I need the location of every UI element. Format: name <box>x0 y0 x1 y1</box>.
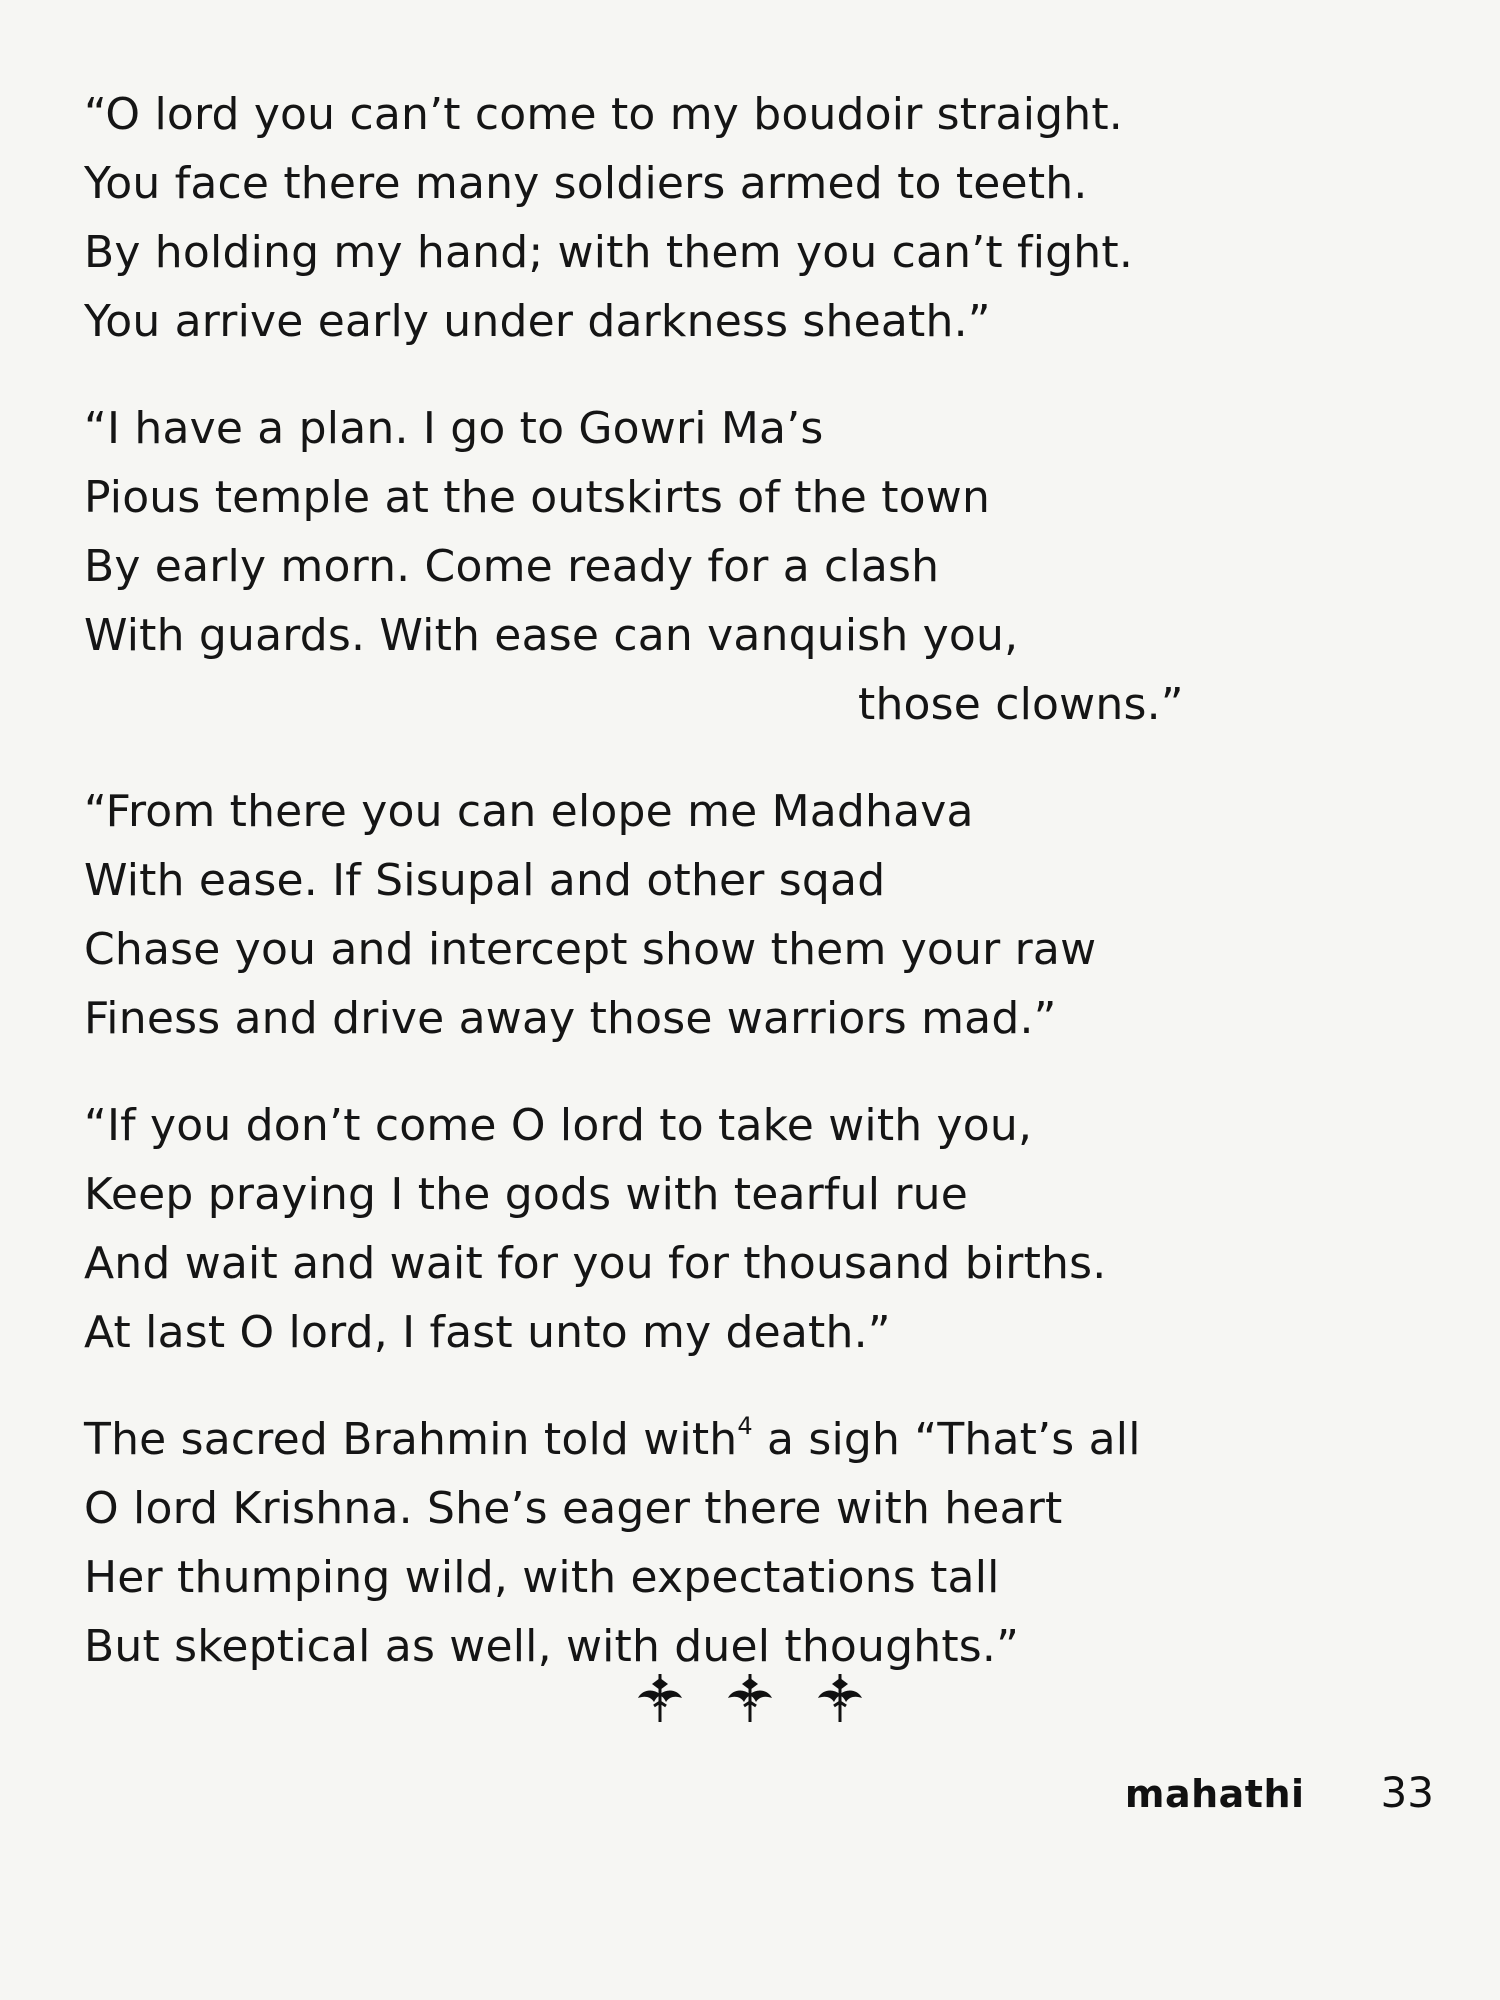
stanza-4 <box>84 1091 1424 1367</box>
fleuron-icon <box>810 1668 870 1728</box>
poem-line: Keep praying I the gods with tearful rue <box>84 1169 968 1220</box>
poem-line: Her thumping wild, with expectations tall <box>84 1552 1000 1603</box>
line-text: The sacred Brahmin told with <box>84 1414 738 1465</box>
poem-line-continuation: those clowns.” <box>858 679 1184 730</box>
stanza-5 <box>84 1405 1424 1681</box>
line-text: a sigh “That’s all <box>752 1414 1141 1465</box>
fleuron-icon <box>720 1668 780 1728</box>
stanza-3 <box>84 777 1424 1053</box>
poem-line: By early morn. Come ready for a clash <box>84 541 940 592</box>
fleuron-icon <box>630 1668 690 1728</box>
stanza-2 <box>84 394 1424 739</box>
footnote-marker[interactable]: 4 <box>737 1412 753 1441</box>
section-divider <box>630 1668 870 1728</box>
stanza-1 <box>84 80 1424 356</box>
poem-line: Pious temple at the outskirts of the town <box>84 472 991 523</box>
poem-line: “O lord you can’t come to my boudoir straight. <box>84 89 1123 140</box>
poem-line: You arrive early under darkness sheath.” <box>84 296 991 347</box>
poem-line: Finess and drive away those warriors mad.” <box>84 993 1057 1044</box>
poem-line: “I have a plan. I go to Gowri Ma’s <box>84 403 824 454</box>
poem-line <box>84 1405 1424 1474</box>
page-number: 33 <box>1380 1768 1434 1817</box>
page-footer <box>1125 1768 1434 1817</box>
poem-line: O lord Krishna. She’s eager there with heart <box>84 1483 1063 1534</box>
poem-line: By holding my hand; with them you can’t fight. <box>84 227 1134 278</box>
poem-line: But skeptical as well, with duel thoughts.” <box>84 1621 1020 1672</box>
poem-line: “If you don’t come O lord to take with you, <box>84 1100 1033 1151</box>
poem-line: Chase you and intercept show them your raw <box>84 924 1097 975</box>
publication-name: mahathi <box>1124 1772 1305 1816</box>
poem-line: With ease. If Sisupal and other sqad <box>84 855 886 906</box>
poem-line: At last O lord, I fast unto my death.” <box>84 1307 891 1358</box>
poem-line: And wait and wait for you for thousand births. <box>84 1238 1107 1289</box>
poem-line: You face there many soldiers armed to teeth. <box>84 158 1088 209</box>
poem-line: “From there you can elope me Madhava <box>84 786 974 837</box>
poem-line: With guards. With ease can vanquish you, <box>84 610 1019 661</box>
poem-body <box>84 80 1424 1719</box>
